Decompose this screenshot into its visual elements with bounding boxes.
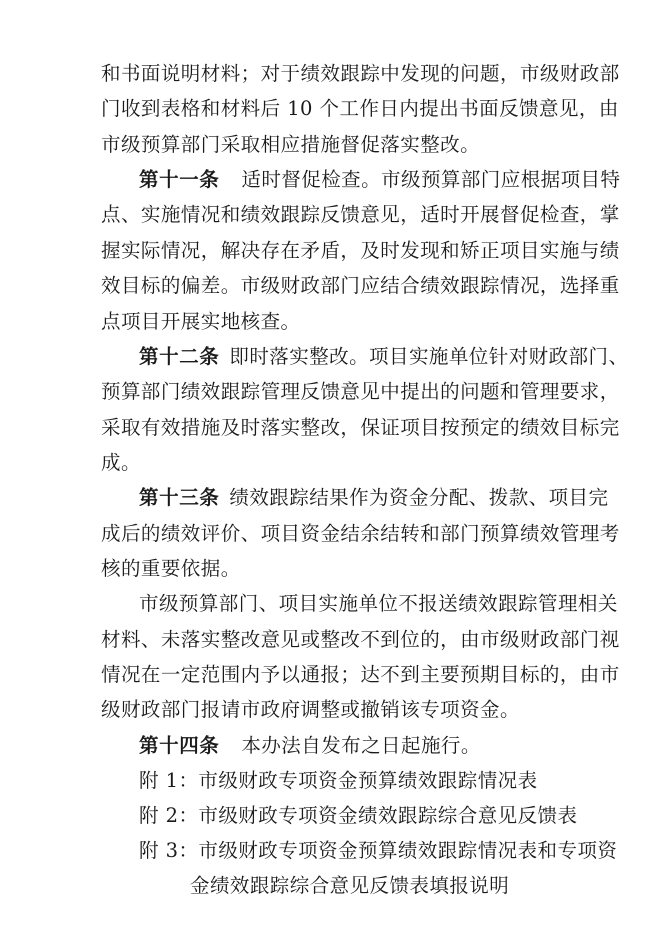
article-11-title: 第十一条 [139, 168, 220, 191]
penalty-line-3: 情况在一定范围内予以通报；达不到主要预期目标的，由市 [101, 663, 620, 686]
paragraph-continuation-line-3: 市级预算部门采取相应措施督促落实整改。 [101, 133, 481, 156]
article-11-line-3: 握实际情况，解决存在矛盾，及时发现和矫正项目实施与绩 [101, 239, 620, 262]
attachment-2 [139, 802, 577, 830]
article-12-line-3: 采取有效措施及时落实整改，保证项目按预定的绩效目标完 [101, 416, 620, 439]
paragraph-continuation-line-1: 和书面说明材料；对于绩效跟踪中发现的问题，市级财政部 [101, 62, 620, 85]
penalty-line-2: 材料、未落实整改意见或整改不到位的，由市级财政部门视 [101, 628, 620, 651]
attachment-3-title-line-1: 市级财政专项资金预算绩效跟踪情况表和专项资 [198, 839, 618, 862]
article-11-line-4: 效目标的偏差。市级财政部门应结合绩效跟踪情况，选择重 [101, 274, 620, 297]
article-11-first-line [139, 166, 620, 194]
article-13-title: 第十三条 [139, 486, 220, 509]
penalty-line-4: 级财政部门报请市政府调整或撤销该专项资金。 [101, 698, 520, 721]
article-12-first-line [139, 343, 628, 371]
article-11-line-2: 点、实施情况和绩效跟踪反馈意见，适时开展督促检查，掌 [101, 203, 620, 226]
attachment-3-title-line-2: 金绩效跟踪综合意见反馈表填报说明 [190, 874, 510, 897]
article-14-title: 第十四条 [139, 734, 220, 757]
attachment-2-title: 市级财政专项资金绩效跟踪综合意见反馈表 [198, 804, 578, 827]
article-13-line-2: 成后的绩效评价、项目资金结余结转和部门预算绩效管理考 [101, 522, 620, 545]
article-13-first-line [139, 484, 608, 512]
attachment-1-title: 市级财政专项资金预算绩效跟踪情况表 [198, 769, 538, 792]
attachment-3 [139, 837, 617, 865]
article-14-line [139, 732, 481, 760]
attachment-2-label: 附 2： [139, 804, 199, 827]
article-12-line-2: 预算部门绩效跟踪管理反馈意见中提出的问题和管理要求， [101, 380, 620, 403]
article-13-line-3: 核的重要依据。 [101, 557, 241, 580]
article-13-text: 绩效跟踪结果作为资金分配、拨款、项目完 [229, 486, 609, 509]
article-12-line-4: 成。 [101, 451, 141, 474]
attachment-1 [139, 767, 538, 795]
attachment-1-label: 附 1： [139, 769, 199, 792]
article-11-text: 适时督促检查。市级预算部门应根据项目特 [241, 168, 621, 191]
penalty-line-1: 市级预算部门、项目实施单位不报送绩效跟踪管理相关 [139, 592, 618, 615]
article-11-line-5: 点项目开展实地核查。 [101, 310, 301, 333]
attachment-3-label: 附 3： [139, 839, 199, 862]
article-12-title: 第十二条 [139, 345, 220, 368]
paragraph-continuation-line-2: 门收到表格和材料后 10 个工作日内提出书面反馈意见，由 [101, 97, 619, 120]
article-14-text: 本办法自发布之日起施行。 [241, 734, 481, 757]
article-12-text: 即时落实整改。项目实施单位针对财政部门、 [229, 345, 629, 368]
